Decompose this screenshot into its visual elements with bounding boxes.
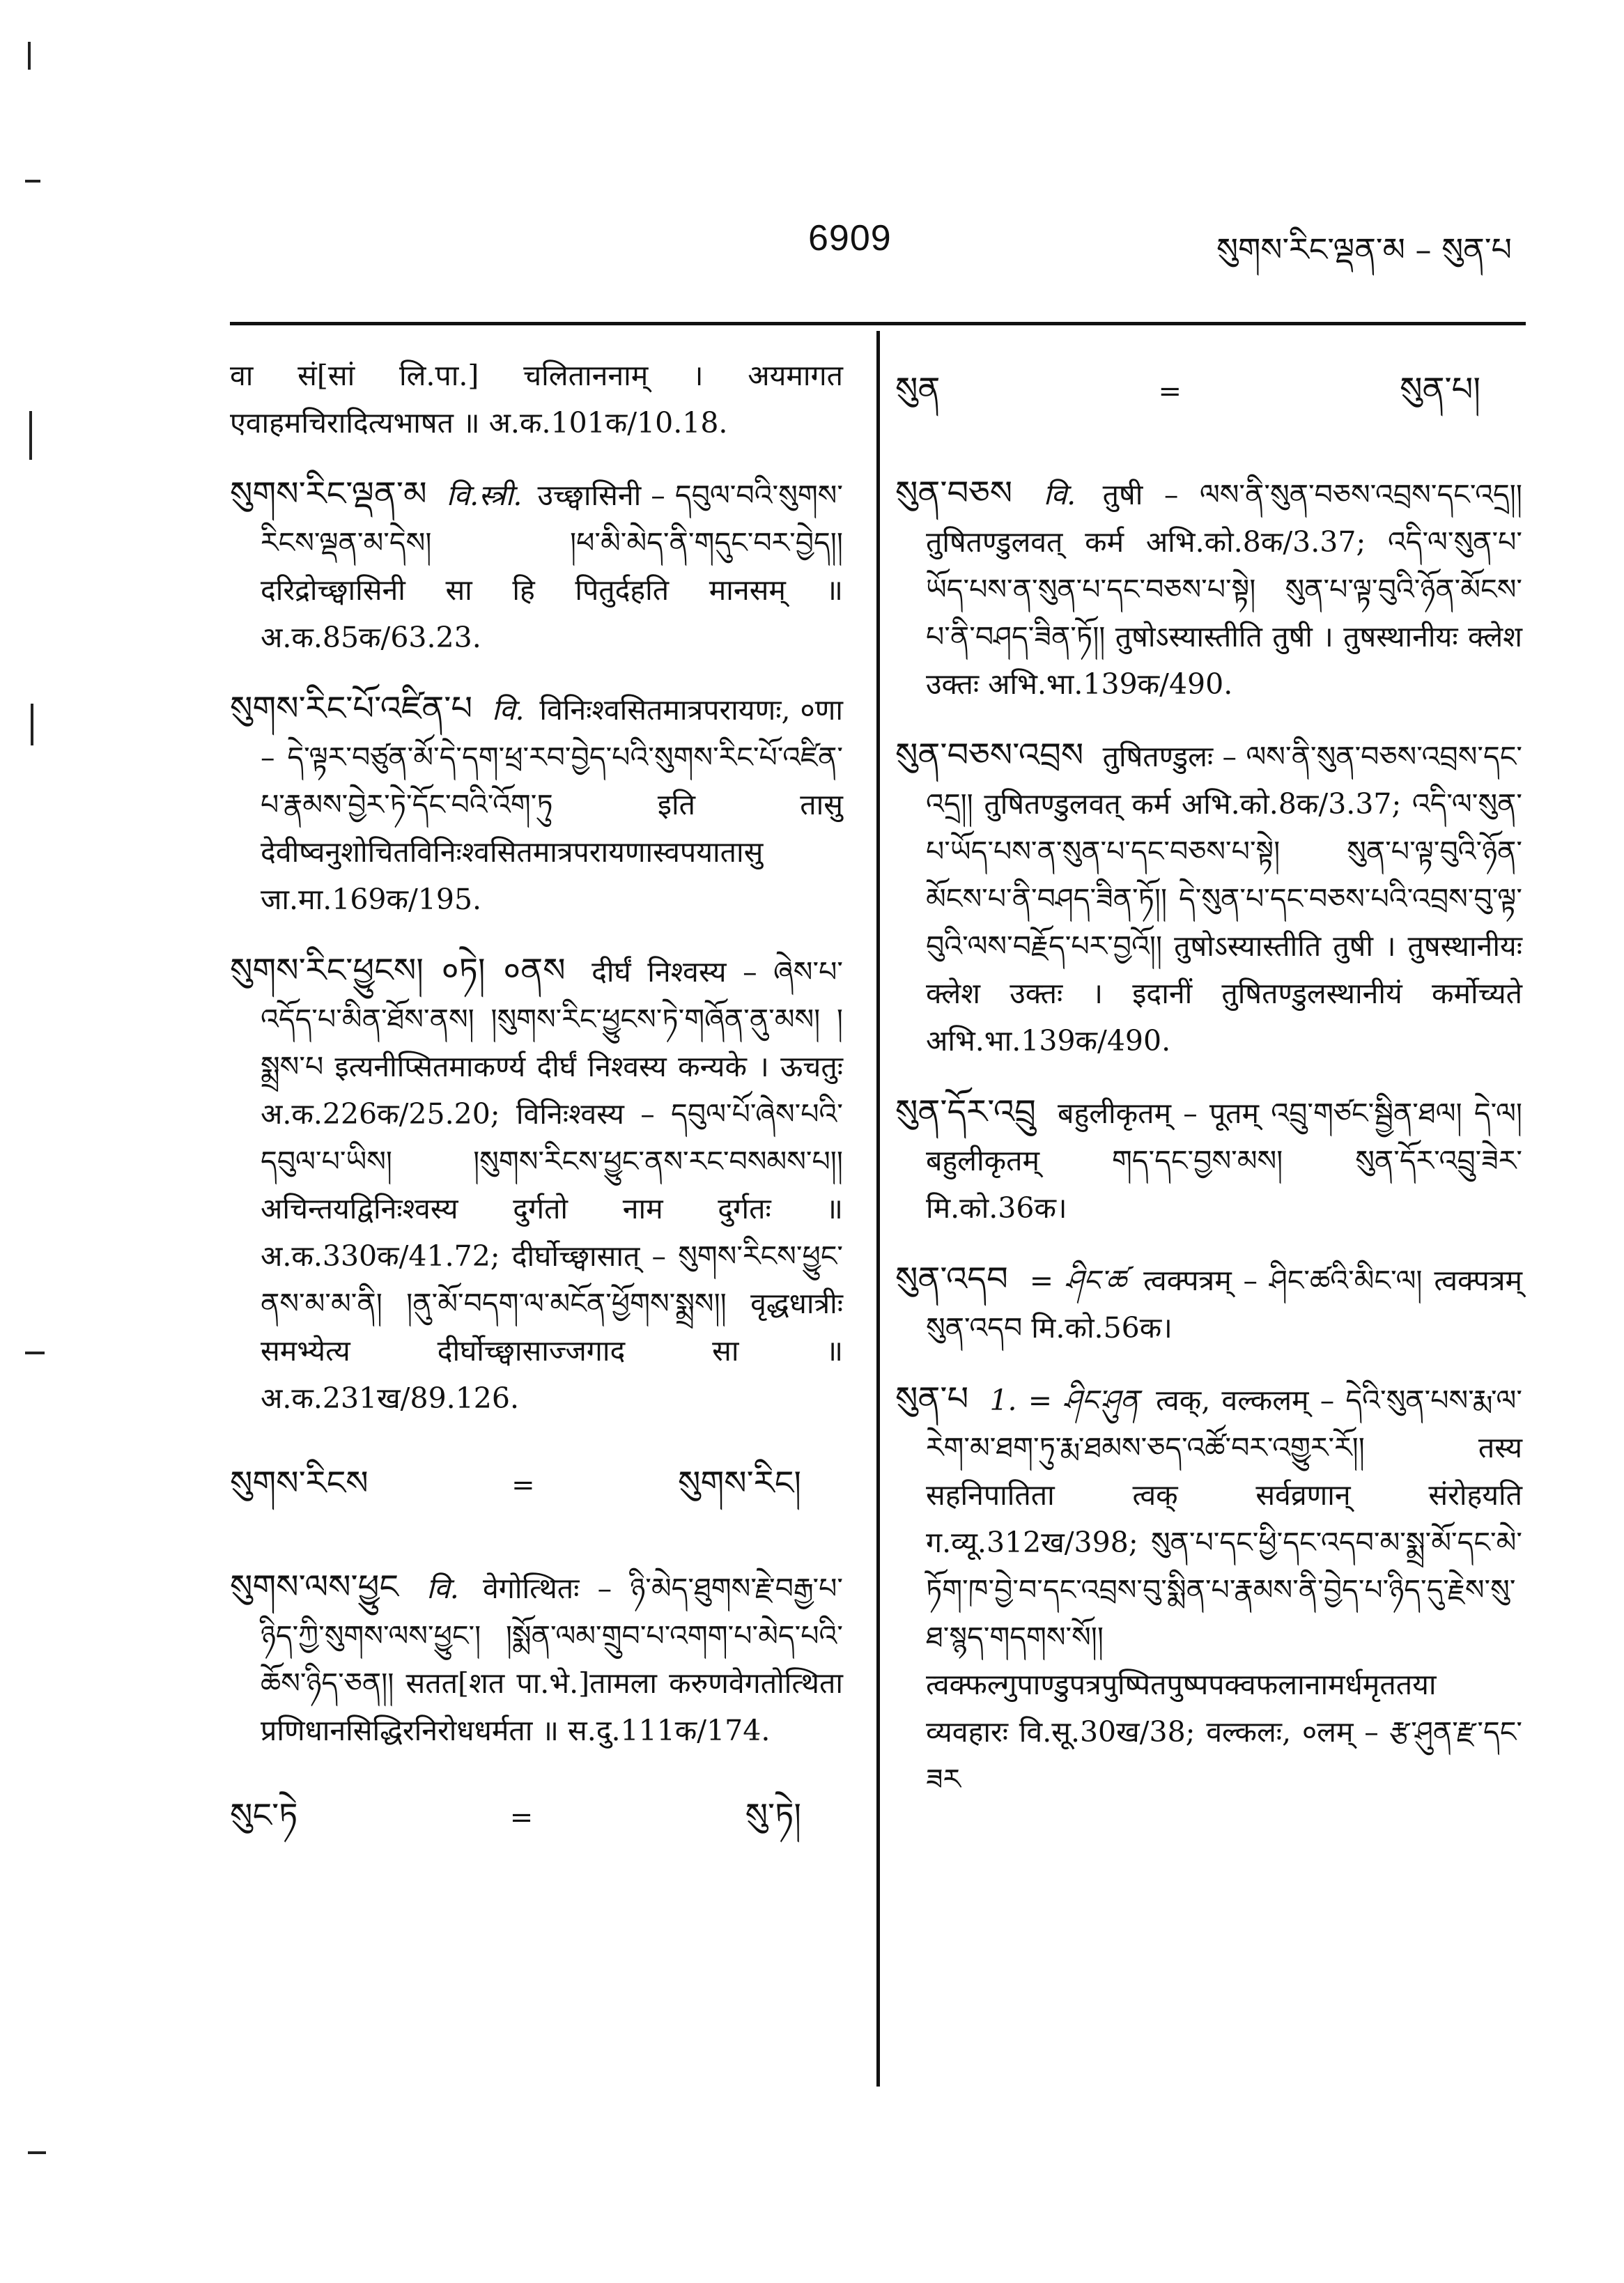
headword: སུན་བཅས་འབྲས <box>895 736 1084 775</box>
headword: སུགས་རིང་པོ་འཛིན་པ <box>230 689 473 728</box>
cross-reference <box>895 352 1522 446</box>
header-rule <box>230 322 1526 325</box>
entry-text: त्वक्पत्रम् – ཤིང་ཚའི་མིང་ལ། त्वक्पत्रम् སུན་འདབ मि.को.56क। <box>926 1264 1522 1345</box>
grammar-label: वि. <box>426 1572 459 1605</box>
entry <box>230 470 843 661</box>
entry-text: विनिःश्वसितमात्रपरायणः, ०णा – དེ་ལྟར་བཙུན་མོ་དེ་དག་ཕྲ་རབ་བྱེད་པའི་སུགས་རིང་པོ་འཛིན་པ་རྣམས་བྱེར་ཏེ་དོང་བའི་འོག་ཏུ इति तासु देवीष्वनुशोचितविनिःश्वसितमात्रपरायणास्वपयातासु जा.मा.169क/195. <box>261 693 843 916</box>
entry-text: बहुलीकृतम् – पूतम् འབྲུ་གཙང་སྦྱིན་ཐལ། དེ་ལ། बहुलीकृतम् གད་དང་བྱས་མས། སུན་དོར་འབྲུ་ཟེར་ मि.को.36क। <box>926 1097 1522 1225</box>
entry-text: त्वक्, वल्कलम् – དེའི་སུན་པས་རྨ་ལ་རེག་མ་ཐག་ཏུ་རྨ་ཐམས་ཅད་འཚོ་བར་འགྱུར་རོ།། तस्य सहनिपातिता त्वक् सर्वव्रणान् संरोहयति ग.व्यू.312ख/398; སུན་པ་དང་ཕྱི་དང་འདབ་མ་སྨྲ་མོ་དང་མེ་ཏོག་ཁ་བྱེ་བ་དང་འབྲས་བུ་སྨིན་པ་རྣམས་ནི་བྱེད་པ་ཉིད་དུ་རྗེས་སུ་ཐ་སྙད་གདགས་སོ།། त्वक्फल्गुपाण्डुपत्रपुष्पितपुष्पपक्वफलानामर्धमृततया व्यवहारः वि.सू.30ख/38; वल्कलः, ०लम् – རྩ་ཤུན་རྫ་དང་ཟར <box>926 1384 1522 1796</box>
equals-sign: = <box>511 1469 535 1501</box>
entry <box>895 1375 1522 1803</box>
running-head: སུགས་རིང་ལྡན་མ – སུན་པ <box>1216 231 1512 268</box>
grammar-label: वि. <box>492 693 525 727</box>
cross-reference <box>230 1446 843 1540</box>
entry-text: दीर्घं निश्वस्य – ཞེས་པ་འདོད་པ་མིན་ཐོས་ནས། །སུགས་རིང་ཕྱུངས་ཏེ་གཞོན་ནུ་མས། །སྨྲས་པ इत्यनीप्सितमाकर्ण्य दीर्घं निश्वस्य कन्यके । ऊचतुः अ.क.226क/25.20; विनिःश्वस्य – དབུལ་པོ་ཞེས་པའི་དབུལ་པ་ཡིས། །སུགས་རིངས་ཕྱུང་ནས་རང་བསམས་པ།། अचिन्तयद्विनिःश्वस्य दुर्गतो नाम दुर्गतः ॥ अ.क.330क/41.72; दीर्घोच्छ्वासात् – སུགས་རིངས་ཕྱུང་ནས་མ་མ་ནི། །ནུ་མོ་བདག་ལ་མངོན་ཕྱོགས་སྨྲས།། वृद्धधात्रीः समभ्येत्य दीर्घोच्छ्वासाज्जगाद सा ॥ अ.क.231ख/89.126. <box>261 955 843 1415</box>
xref-target: སུ་ཏེ། <box>745 1796 801 1835</box>
headword: སུགས་རིང་ལྡན་མ <box>230 474 427 513</box>
entry <box>230 1563 843 1754</box>
xref-target: སུན་པ། <box>1400 370 1480 409</box>
equals-sign: = <box>509 1802 534 1834</box>
headword: སུན་པ <box>895 1379 969 1418</box>
entry <box>895 732 1522 1065</box>
grammar-label: = ཤིང་ཚ <box>1029 1264 1127 1297</box>
entry <box>895 1255 1522 1352</box>
entry-text: उच्छ्वासिनी – དབུལ་བའི་སུགས་རིངས་ལྡན་མ་དེས། །ཕ་མི་མེད་ནི་གདུང་བར་བྱེད།། दरिद्रोच्छ्वासिनी सा हि पितुर्दहति मानसम् ॥ अ.क.85क/63.23. <box>261 479 843 654</box>
xref-target: སུགས་རིང། <box>678 1464 801 1503</box>
headword: སུན <box>895 370 941 409</box>
margin-mark <box>25 1352 45 1354</box>
entry <box>230 685 843 923</box>
headword: སུན་དོར་འབྲུ <box>895 1092 1036 1131</box>
headword: སུགས་རིངས <box>230 1464 369 1503</box>
entry <box>230 352 843 447</box>
grammar-label: वि. <box>1043 478 1076 511</box>
page-number: 6909 <box>808 218 892 258</box>
entry-text: वेगोत्थितः – ཉི་མེད་ཐུགས་རྗེ་བརྒྱ་པ་ཉིད་ཀྱི་སུགས་ལས་ཕྱུང་། །སྨོན་ལམ་གྲུབ་པ་འགག་པ་མེད་པའི་ཆོས་ཉིད་ཅན།། सतत[शत पा.भे.]तामला करुणवेगतोत्थिता प्रणिधानसिद्धिरनिरोधधर्मता ॥ स.दु.111क/174. <box>261 1572 843 1747</box>
entry-text: तुषितण्डुलः – ལས་ནི་སུན་བཅས་འབྲས་དང་འདྲ།། तुषितण्डुलवत् कर्म अभि.को.8क/3.37; འདི་ལ་སུན་པ་ཡོད་པས་ན་སུན་པ་དང་བཅས་པ་སྟེ། སུན་པ་ལྟ་བུའི་ཉོན་མོངས་པ་ནི་བཤད་ཟིན་ཏོ།། དེ་སུན་པ་དང་བཅས་པའི་འབྲས་བུ་ལྟ་བུའི་ལས་བརྗོད་པར་བྱའོ།། तुषोऽस्यास्तीति तुषी । तुषस्थानीयः क्लेश उक्तः । इदानीं तुषितण्डुलस्थानीयं कर्मोच्यते अभि.भा.139क/490. <box>926 740 1522 1058</box>
margin-mark <box>29 411 32 460</box>
equals-sign: = <box>1158 376 1182 408</box>
entry <box>230 947 843 1422</box>
headword: སུན་འདབ <box>895 1260 1008 1299</box>
column-divider <box>876 331 880 2087</box>
headword: སུགས་རིང་ཕྱུངས། ०ཏེ། ०ནས <box>230 951 566 990</box>
headword: སུན་བཅས <box>895 474 1013 513</box>
right-column <box>895 352 1522 1827</box>
entry <box>895 470 1522 708</box>
left-column <box>230 352 843 1896</box>
margin-mark <box>25 180 40 183</box>
entry-text: तुषी – ལས་ནི་སུན་བཅས་འབྲས་དང་འདྲ།། तुषितण्डुलवत् कर्म अभि.को.8क/3.37; འདི་ལ་སུན་པ་ཡོད་པས་ན་སུན་པ་དང་བཅས་པ་སྟེ། སུན་པ་ལྟ་བུའི་ཉོན་མོངས་པ་ནི་བཤད་ཟིན་ཏོ།། तुषोऽस्यास्तीति तुषी । तुषस्थानीयः क्लेश उक्तः अभि.भा.139क/490. <box>926 478 1522 701</box>
margin-mark <box>28 2151 46 2154</box>
headword: སུགས་ལས་ཕྱུང <box>230 1568 399 1607</box>
grammar-label: 1. = ཤིང་ཤུན <box>989 1384 1139 1417</box>
headword: སུང་ཏེ <box>230 1796 298 1835</box>
entry-text: वा सं[सां लि.पा.] चलिताननाम् । अयमागत एवाहमचिरादित्यभाषत ॥ अ.क.101क/10.18. <box>230 359 843 440</box>
margin-mark <box>31 704 33 745</box>
entry <box>895 1088 1522 1232</box>
grammar-label: वि.स्त्री. <box>446 479 523 512</box>
margin-mark <box>28 42 31 70</box>
cross-reference <box>230 1778 843 1872</box>
